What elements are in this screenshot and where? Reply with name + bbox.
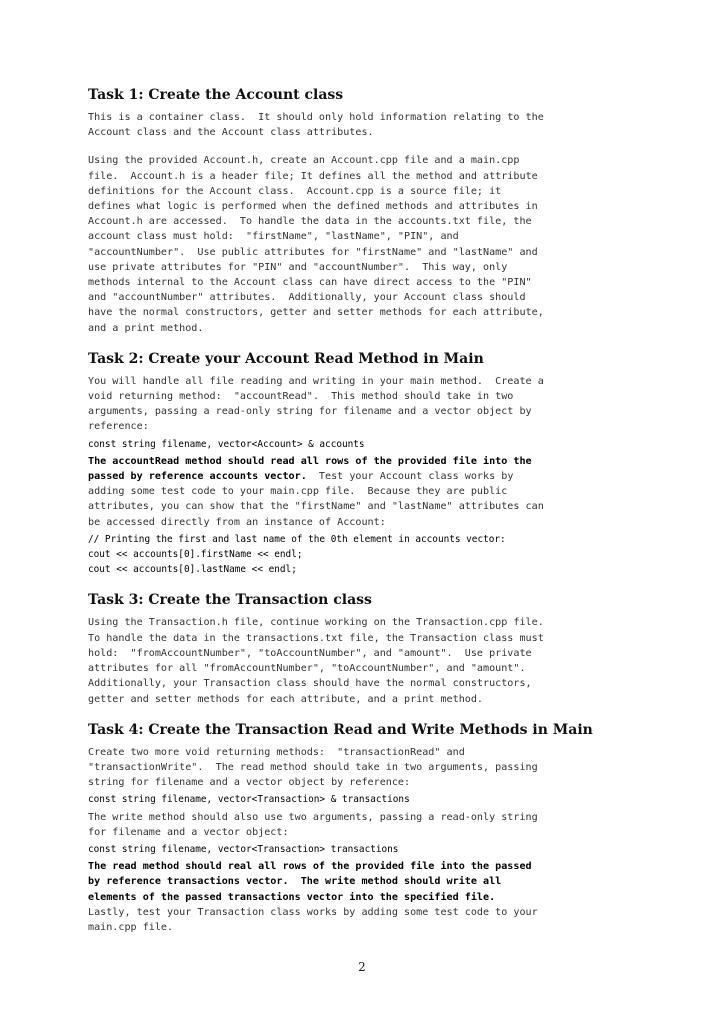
- page-number: 2: [358, 960, 366, 974]
- task2-bold-fragment: passed by reference accounts vector.: [88, 471, 307, 483]
- task1-heading: Task 1: Create the Account class: [88, 87, 344, 103]
- task4-para1-line: "transactionWrite". The read method should take in two arguments, passing: [88, 761, 538, 773]
- task3-para-line: To handle the data in the transactions.txt file, the Transaction class must: [88, 632, 544, 644]
- task2-code-line: cout << accounts[0].firstName << endl;: [88, 549, 303, 561]
- document-page: [88, 86, 636, 949]
- task1-para2-line: file. Account.h is a header file; It defines all the method and attribute: [88, 170, 538, 182]
- task2-para1-line: You will handle all file reading and writing in your main method. Create a: [88, 375, 544, 387]
- task1-para2-line: and "accountNumber" attributes. Additionally, your Account class should: [88, 292, 526, 304]
- task1-para2-line: "accountNumber". Use public attributes for "firstName" and "lastName" and: [88, 246, 538, 258]
- task3-para-line: attributes for all "fromAccountNumber", "toAccountNumber", and "amount".: [88, 663, 526, 675]
- task4-para1-line: Create two more void returning methods: "transactionRead" and: [88, 746, 465, 758]
- task1-para2-line: account class must hold: "firstName", "lastName", "PIN", and: [88, 231, 459, 243]
- task2-section: [88, 350, 636, 578]
- task1-para2-line: definitions for the Account class. Account.cpp is a source file; it: [88, 185, 502, 197]
- task1-para2-line: Account.h are accessed. To handle the data in the accounts.txt file, the: [88, 216, 532, 228]
- task1-para2-line: use private attributes for "PIN" and "accountNumber". This way, only: [88, 261, 508, 273]
- task4-code-read-signature: const string filename, vector<Transaction> & transactions: [88, 794, 410, 806]
- task4-code-write-signature: const string filename, vector<Transaction> transactions: [88, 843, 399, 855]
- task4-bold-line: The read method should real all rows of the provided file into the passed: [88, 861, 532, 873]
- task1-para2-line: and a print method.: [88, 322, 204, 334]
- task1-para2-line: have the normal constructors, getter and setter methods for each attribute,: [88, 307, 544, 319]
- task1-para1-line: This is a container class. It should only hold information relating to the: [88, 112, 544, 123]
- task4-bold-line: elements of the passed transactions vector into the specified file.: [88, 891, 496, 903]
- task3-section: [88, 591, 636, 706]
- task3-para-line: hold: "fromAccountNumber", "toAccountNumber", and "amount". Use private: [88, 647, 532, 659]
- task1-para2-line: defines what logic is performed when the defined methods and attributes in: [88, 201, 538, 213]
- task2-para2-line: attributes, you can show that the "firstName" and "lastName" attributes can: [88, 501, 544, 513]
- task1-para2-line: methods internal to the Account class can have direct access to the "PIN": [88, 277, 532, 289]
- task4-para3-line: Lastly, test your Transaction class works by adding some test code to your: [88, 906, 538, 918]
- task1-section: [88, 86, 636, 336]
- task3-para-line: Using the Transaction.h file, continue working on the Transaction.cpp file.: [88, 617, 544, 629]
- task2-code-line: // Printing the first and last name of the 0th element in accounts vector:: [88, 533, 506, 545]
- task1-para1-line: Account class and the Account class attributes.: [88, 127, 374, 139]
- task4-heading: Task 4: Create the Transaction Read and Write Methods in Main: [88, 721, 593, 738]
- task2-para1-line: void returning method: "accountRead". This method should take in two: [88, 391, 514, 403]
- task3-para-line: Additionally, your Transaction class should have the normal constructors,: [88, 678, 532, 690]
- task3-para-line: getter and setter methods for each attribute, and a print method.: [88, 693, 484, 705]
- task4-section: [88, 721, 636, 935]
- task4-para3-line: main.cpp file.: [88, 921, 174, 933]
- task2-code-signature: const string filename, vector<Account> & accounts: [88, 438, 365, 450]
- task1-para2-line: Using the provided Account.h, create an Account.cpp file and a main.cpp: [88, 155, 520, 167]
- task4-para2-line: The write method should also use two arguments, passing a read-only string: [88, 811, 538, 823]
- task3-heading: Task 3: Create the Transaction class: [88, 592, 372, 609]
- task2-code-line: cout << accounts[0].lastName << endl;: [88, 564, 297, 576]
- task4-bold-line: by reference transactions vector. The write method should write all: [88, 876, 502, 888]
- task2-normal-fragment: Test your Account class works by: [306, 471, 514, 483]
- task2-para1-line: arguments, passing a read-only string for filename and a vector object by: [88, 406, 532, 418]
- task4-para1-line: string for filename and a vector object by reference:: [88, 777, 411, 789]
- task2-para2-line: be accessed directly from an instance of Account:: [88, 516, 386, 528]
- task2-heading: Task 2: Create your Account Read Method in Main: [88, 350, 484, 367]
- task2-bold-line: The accountRead method should read all rows of the provided file into the: [88, 455, 532, 467]
- task2-para1-line: reference:: [88, 421, 149, 433]
- task2-para2-line: adding some test code to your main.cpp file. Because they are public: [88, 486, 508, 498]
- task4-para2-line: for filename and a vector object:: [88, 826, 289, 838]
- task2-mixed-line: [88, 469, 636, 484]
